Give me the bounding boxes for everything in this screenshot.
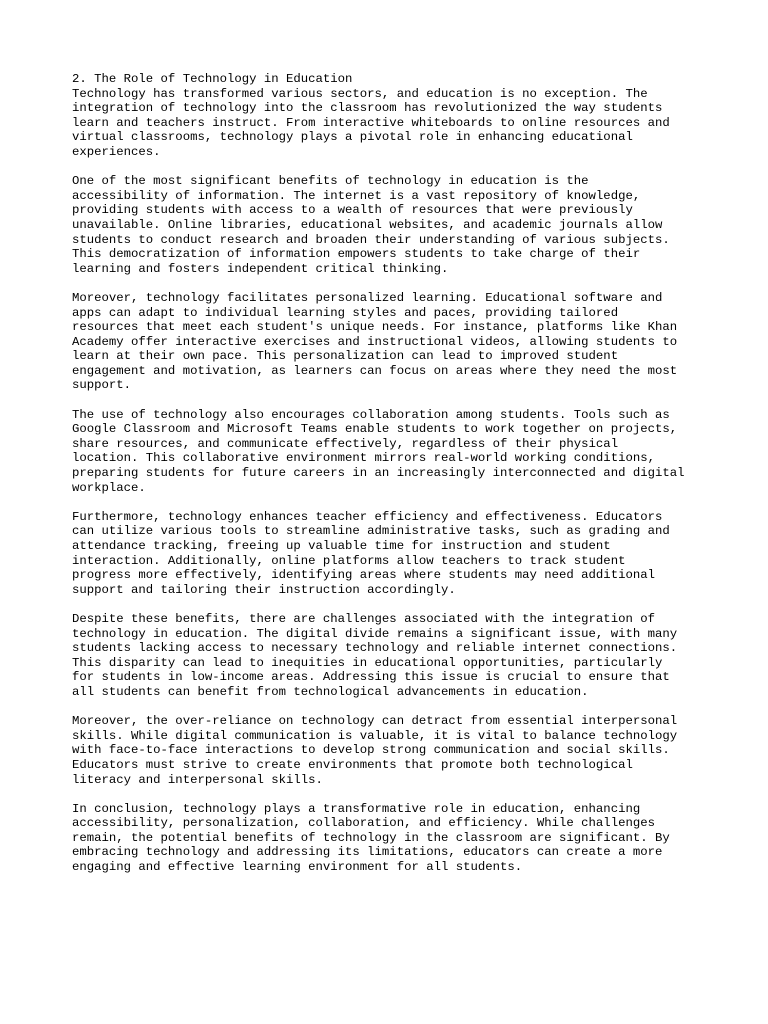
paragraph-collaboration: The use of technology also encourages collaboration among students. Tools such as Google Classroom and Microsoft Teams enable students to work together on projects, share resources, and communicate effectively, regardless of their physical location. This collaborative environment mirrors real-world working conditions, preparing students for future careers in an increasingly interconnected and digital workplace. bbox=[72, 407, 685, 495]
paragraph-teacher-efficiency: Furthermore, technology enhances teacher efficiency and effectiveness. Educators can utilize various tools to streamline administrative tasks, such as grading and attendance tracking, freeing up valuable time for instruction and student interaction. Additionally, online platforms allow teachers to track student progress more effectively, identifying areas where students may need additional support and tailoring their instruction accordingly. bbox=[72, 509, 670, 597]
section-heading: 2. The Role of Technology in Education bbox=[72, 72, 353, 86]
paragraph-over-reliance: Moreover, the over-reliance on technology can detract from essential interpersonal skills. While digital communication is valuable, it is vital to balance technology with face-to-face interactions to develop strong communication and social skills. Educators must strive to create environments that promote both technological literacy and interpersonal skills. bbox=[72, 714, 678, 787]
paragraph-personalized-learning: Moreover, technology facilitates personalized learning. Educational software and apps can adapt to individual learning styles and paces, providing tailored resources that meet each student's unique needs. For instance, platforms like Khan Academy offer interactive exercises and instructional videos, allowing students to learn at their own pace. This personalization can lead to improved student engagement and motivation, as learners can focus on areas where they need the most support. bbox=[72, 290, 678, 393]
paragraph-conclusion: In conclusion, technology plays a transformative role in education, enhancing accessibility, personalization, collaboration, and efficiency. While challenges remain, the potential benefits of technology in the classroom are significant. By embracing technology and addressing its limitations, educators can create a more engaging and effective learning environment for all students. bbox=[72, 801, 670, 875]
paragraph-challenges: Despite these benefits, there are challenges associated with the integration of technology in education. The digital divide remains a significant issue, with many students lacking access to necessary technology and reliable internet connections. This disparity can lead to inequities in educational opportunities, particularly for students in low-income areas. Addressing this issue is crucial to ensure that all students can benefit from technological advancements in education. bbox=[72, 611, 678, 699]
document-page bbox=[72, 72, 712, 889]
paragraph-accessibility: One of the most significant benefits of technology in education is the accessibility of information. The internet is a vast repository of knowledge, providing students with access to a wealth of resources that were previously unavailable. Online libraries, educational websites, and academic journals allow students to conduct research and broaden their understanding of various subjects. This democratization of information empowers students to take charge of their learning and fosters independent critical thinking. bbox=[72, 174, 670, 276]
paragraph-introduction: Technology has transformed various sectors, and education is no exception. The integration of technology into the classroom has revolutionized the way students learn and teachers instruct. From interactive whiteboards to online resources and virtual classrooms, technology plays a pivotal role in enhancing educational experiences. bbox=[72, 86, 670, 159]
